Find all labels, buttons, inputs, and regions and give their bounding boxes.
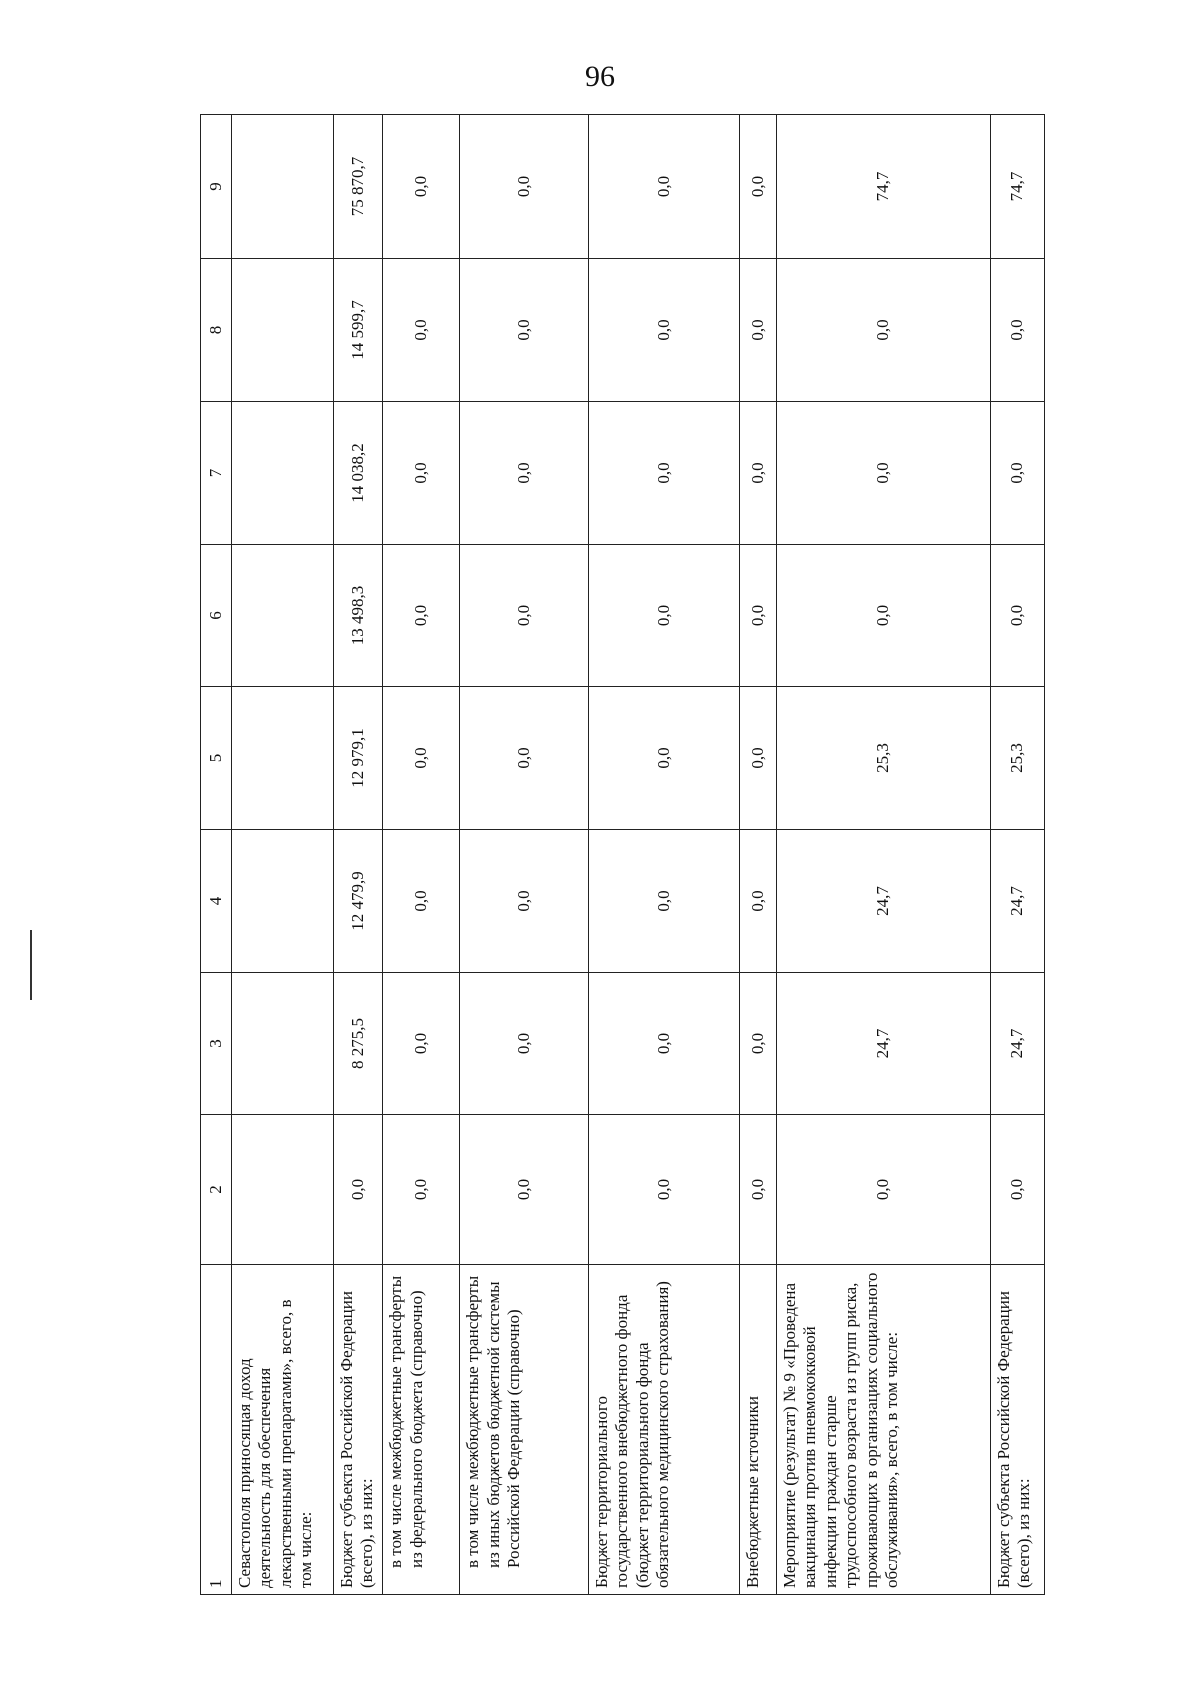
value-cell: 0,0 [990,1115,1044,1265]
header-cell: 4 [201,830,232,973]
value-cell: 0,0 [460,545,589,687]
value-cell [232,402,334,545]
value-cell: 0,0 [589,1115,740,1265]
table-row [333,115,383,1595]
value-cell: 0,0 [589,973,740,1115]
value-cell: 0,0 [383,402,460,545]
value-cell: 0,0 [383,1115,460,1265]
value-cell: 0,0 [383,259,460,402]
page-number: 96 [585,60,615,93]
value-cell [232,259,334,402]
value-cell: 0,0 [990,402,1044,545]
value-cell: 0,0 [589,687,740,830]
table-row [460,115,589,1595]
header-cell: 8 [201,259,232,402]
value-cell: 0,0 [777,402,991,545]
value-cell: 0,0 [460,115,589,259]
value-cell: 0,0 [739,1115,776,1265]
value-cell: 0,0 [777,259,991,402]
table-row [383,115,460,1595]
value-cell: 0,0 [460,402,589,545]
row-label: Бюджет субъекта Российской Федерации (всего), из них: [333,1265,383,1595]
value-cell [232,1115,334,1265]
value-cell: 0,0 [739,973,776,1115]
rotated-table-container [200,115,1045,1595]
value-cell: 0,0 [460,830,589,973]
value-cell: 14 038,2 [333,402,383,545]
value-cell: 0,0 [739,402,776,545]
value-cell: 25,3 [777,687,991,830]
row-label: Мероприятие (результат) № 9 «Проведена вакцинация против пневмококковой инфекции граждан старше трудоспособного возраста из групп риска, проживающих в организациях социального обслуживания», всего, в том числе: [777,1265,991,1595]
header-cell: 6 [201,545,232,687]
value-cell: 13 498,3 [333,545,383,687]
value-cell: 12 479,9 [333,830,383,973]
value-cell: 0,0 [383,545,460,687]
value-cell: 0,0 [739,830,776,973]
value-cell [232,973,334,1115]
header-cell: 1 [201,1265,232,1595]
value-cell: 24,7 [990,830,1044,973]
value-cell: 0,0 [383,830,460,973]
value-cell: 0,0 [739,259,776,402]
value-cell: 0,0 [589,830,740,973]
value-cell: 0,0 [739,115,776,259]
value-cell: 8 275,5 [333,973,383,1115]
value-cell: 0,0 [777,1115,991,1265]
header-cell: 7 [201,402,232,545]
header-cell: 5 [201,687,232,830]
value-cell: 74,7 [990,115,1044,259]
value-cell [232,830,334,973]
value-cell: 0,0 [460,1115,589,1265]
row-label: в том числе межбюджетные трансферты из иных бюджетов бюджетной системы Российской Федерации (справочно) [460,1265,589,1595]
value-cell: 14 599,7 [333,259,383,402]
row-label: Бюджет территориального государственного внебюджетного фонда (бюджет территориального фонда обязательного медицинского страхования) [589,1265,740,1595]
table-row [777,115,991,1595]
table-row [990,115,1044,1595]
value-cell: 12 979,1 [333,687,383,830]
value-cell [232,687,334,830]
value-cell: 0,0 [333,1115,383,1265]
table-row [739,115,776,1595]
value-cell: 24,7 [777,973,991,1115]
value-cell: 24,7 [990,973,1044,1115]
budget-table [200,114,1045,1595]
value-cell: 0,0 [383,115,460,259]
value-cell: 0,0 [739,687,776,830]
table-row [232,115,334,1595]
value-cell: 25,3 [990,687,1044,830]
value-cell: 0,0 [990,259,1044,402]
value-cell: 24,7 [777,830,991,973]
value-cell: 0,0 [589,402,740,545]
margin-mark [30,930,32,1000]
header-cell: 2 [201,1115,232,1265]
value-cell [232,545,334,687]
value-cell: 0,0 [383,687,460,830]
value-cell: 0,0 [777,545,991,687]
value-cell: 74,7 [777,115,991,259]
value-cell: 0,0 [460,687,589,830]
value-cell: 0,0 [589,115,740,259]
value-cell: 0,0 [739,545,776,687]
value-cell: 0,0 [460,259,589,402]
value-cell: 75 870,7 [333,115,383,259]
value-cell: 0,0 [383,973,460,1115]
header-cell: 3 [201,973,232,1115]
row-label: Севастополя приносящая доход деятельность для обеспечения лекарственными препаратами», всего, в том числе: [232,1265,334,1595]
value-cell: 0,0 [990,545,1044,687]
row-label: Внебюджетные источники [739,1265,776,1595]
value-cell: 0,0 [460,973,589,1115]
value-cell: 0,0 [589,259,740,402]
value-cell: 0,0 [589,545,740,687]
table-header-row [201,115,232,1595]
header-cell: 9 [201,115,232,259]
row-label: в том числе межбюджетные трансферты из федерального бюджета (справочно) [383,1265,460,1595]
value-cell [232,115,334,259]
row-label: Бюджет субъекта Российской Федерации (всего), из них: [990,1265,1044,1595]
table-row [589,115,740,1595]
